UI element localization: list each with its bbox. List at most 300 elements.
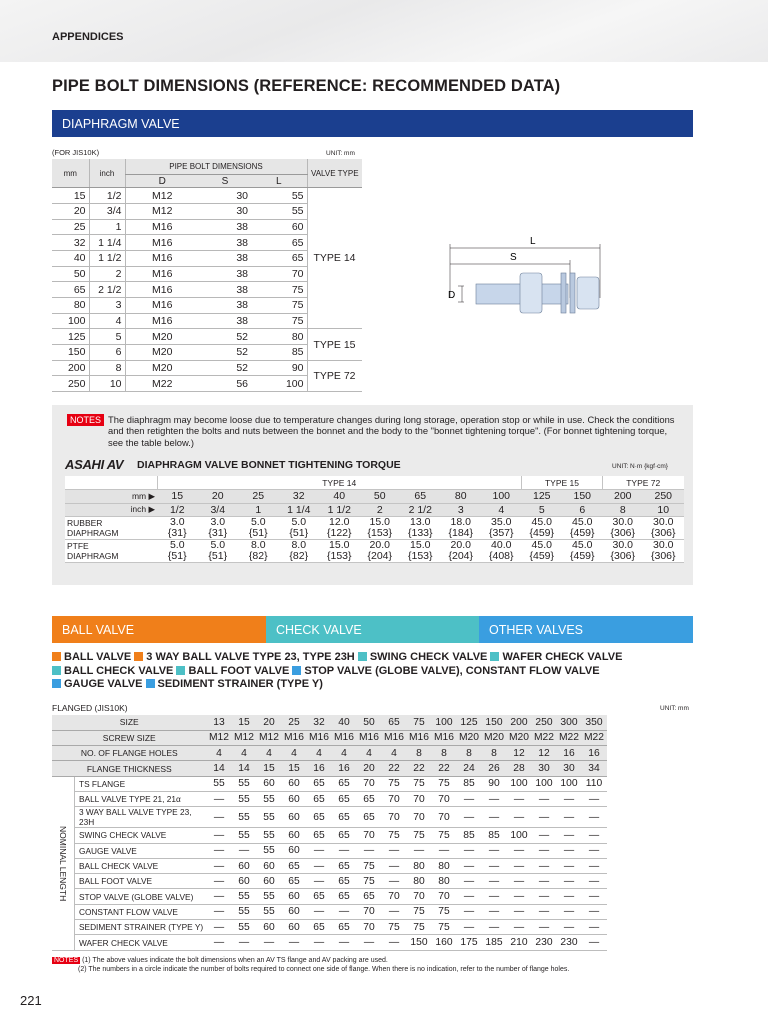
cell-value: —	[457, 889, 482, 904]
cell-value: —	[557, 807, 582, 828]
cell-value: —	[332, 843, 357, 858]
cell-value: 65	[332, 807, 357, 828]
flanged-header-row	[52, 746, 607, 761]
cell-value: 80	[432, 874, 457, 889]
torque-type-header: TYPE 15	[522, 476, 603, 490]
header-value: 50	[357, 715, 382, 730]
torque-table	[65, 476, 684, 563]
table-row	[52, 889, 607, 904]
torque-value	[198, 517, 239, 540]
cell-value: 75	[407, 828, 432, 843]
header-value: 20	[257, 715, 282, 730]
cell-value: 60	[257, 858, 282, 873]
rubber-row	[65, 517, 684, 540]
inch-value: 3/4	[198, 503, 239, 517]
cell-valve-type: TYPE 15	[307, 329, 362, 360]
cell-value: —	[382, 858, 407, 873]
torque-value	[562, 517, 603, 540]
cell-value: —	[357, 843, 382, 858]
mm-label: mm ▶	[65, 490, 157, 504]
cell-value: —	[582, 874, 607, 889]
header-value: 26	[482, 761, 507, 776]
legend-swatch	[52, 679, 61, 688]
cell-valve-type: TYPE 72	[307, 360, 362, 391]
unit-label: UNIT: mm	[326, 150, 355, 157]
cell-d: M12	[125, 203, 199, 219]
cell-mm: 250	[52, 376, 89, 392]
cell-value: 85	[457, 828, 482, 843]
legend-item: BALL CHECK VALVE	[64, 664, 174, 677]
torque-nm: 18.0	[450, 516, 471, 528]
torque-kgf: {306}	[610, 527, 636, 539]
cell-mm: 15	[52, 188, 89, 204]
torque-type-row	[65, 476, 684, 490]
header-label: SCREW SIZE	[52, 730, 207, 745]
section-label: APPENDICES	[52, 31, 124, 43]
cell-value: 90	[482, 776, 507, 791]
cell-value: 55	[257, 889, 282, 904]
row-label: SEDIMENT STRAINER (TYPE Y)	[75, 920, 207, 935]
cell-value: —	[557, 791, 582, 806]
header-value: 16	[557, 746, 582, 761]
cell-l: 90	[251, 360, 307, 376]
torque-type-header: TYPE 14	[157, 476, 522, 490]
col-group-bolt-dims: PIPE BOLT DIMENSIONS	[125, 159, 307, 175]
torque-kgf: {184}	[448, 527, 474, 539]
inch-value: 2 1/2	[400, 503, 441, 517]
header-value: M16	[357, 730, 382, 745]
torque-nm: 30.0	[612, 516, 633, 528]
cell-value: 75	[357, 858, 382, 873]
cell-l: 80	[251, 329, 307, 345]
cell-value: —	[507, 904, 532, 919]
header-value: 14	[207, 761, 232, 776]
cell-value: —	[307, 874, 332, 889]
header-value: 125	[457, 715, 482, 730]
cell-value: 65	[332, 776, 357, 791]
torque-kgf: {153}	[407, 550, 433, 562]
torque-value	[643, 517, 684, 540]
cell-value: 65	[307, 776, 332, 791]
legend-item: GAUGE VALVE	[64, 678, 143, 690]
cell-value: 60	[282, 920, 307, 935]
table-row	[52, 843, 607, 858]
header-value: M16	[282, 730, 307, 745]
cell-value: 60	[282, 843, 307, 858]
torque-kgf: {306}	[650, 550, 676, 562]
table-row	[52, 791, 607, 806]
torque-nm: 20.0	[450, 539, 471, 551]
cell-value: 80	[407, 858, 432, 873]
cell-value: —	[207, 791, 232, 806]
notes-badge: NOTES	[67, 414, 104, 426]
header-value: 16	[332, 761, 357, 776]
cell-value: 65	[357, 889, 382, 904]
cell-value: —	[532, 791, 557, 806]
cell-value: 75	[407, 920, 432, 935]
notes-badge-small: NOTES	[54, 957, 79, 964]
cell-value: 70	[432, 889, 457, 904]
torque-value	[522, 540, 563, 563]
cell-value: —	[482, 889, 507, 904]
mm-value: 200	[603, 490, 644, 504]
torque-nm: 3.0	[210, 516, 226, 528]
cell-value: 55	[232, 791, 257, 806]
cell-value: —	[507, 791, 532, 806]
torque-nm: 15.0	[369, 516, 390, 528]
cell-value: 60	[282, 776, 307, 791]
cell-inch: 10	[89, 376, 125, 392]
header-value: M16	[407, 730, 432, 745]
cell-value: —	[482, 807, 507, 828]
legend-item: STOP VALVE (GLOBE VALVE), CONSTANT FLOW VALVE	[304, 664, 600, 677]
cell-value: 55	[257, 791, 282, 806]
cell-value: 65	[357, 807, 382, 828]
header-value: 4	[257, 746, 282, 761]
cell-value: —	[532, 874, 557, 889]
pipe-bolt-table	[52, 159, 362, 392]
header-value: 30	[557, 761, 582, 776]
table-row	[52, 360, 362, 376]
cell-value: 70	[357, 904, 382, 919]
flanged-header-row	[52, 761, 607, 776]
torque-nm: 15.0	[410, 539, 431, 551]
torque-value	[643, 540, 684, 563]
row-label: CONSTANT FLOW VALVE	[75, 904, 207, 919]
cell-mm: 65	[52, 282, 89, 298]
cell-value: 75	[432, 904, 457, 919]
cell-value: —	[582, 843, 607, 858]
inch-value: 3	[441, 503, 482, 517]
header-value: M12	[207, 730, 232, 745]
cell-value: —	[207, 843, 232, 858]
torque-nm: 40.0	[491, 539, 512, 551]
row-label	[65, 540, 157, 563]
cell-value: —	[532, 904, 557, 919]
torque-value	[157, 517, 198, 540]
cell-value: —	[207, 858, 232, 873]
torque-nm: 13.0	[410, 516, 431, 528]
cell-value: —	[507, 889, 532, 904]
header-value: 200	[507, 715, 532, 730]
cell-value: —	[307, 858, 332, 873]
torque-kgf: {459}	[569, 527, 595, 539]
cell-inch: 1	[89, 219, 125, 235]
cell-value: —	[457, 858, 482, 873]
mm-value: 80	[441, 490, 482, 504]
cell-inch: 4	[89, 313, 125, 329]
cell-value: —	[582, 889, 607, 904]
cell-value: 175	[457, 935, 482, 950]
tab-check-valve[interactable]: CHECK VALVE	[266, 616, 479, 643]
torque-kgf: {153}	[326, 550, 352, 562]
torque-nm: 35.0	[491, 516, 512, 528]
cell-value: —	[532, 889, 557, 904]
torque-kgf: {82}	[248, 550, 268, 562]
col-valve-type: VALVE TYPE	[307, 159, 362, 188]
row-label	[65, 517, 157, 540]
tab-ball-valve[interactable]: BALL VALVE	[52, 616, 266, 643]
torque-kgf: {122}	[326, 527, 352, 539]
torque-value	[238, 517, 279, 540]
cell-value: —	[457, 807, 482, 828]
header-value: M16	[307, 730, 332, 745]
header-value: M20	[482, 730, 507, 745]
cell-value: —	[482, 920, 507, 935]
cell-value: 65	[307, 920, 332, 935]
cell-value: 55	[232, 904, 257, 919]
tab-other-valves[interactable]: OTHER VALVES	[479, 616, 693, 643]
cell-value: 100	[507, 776, 532, 791]
cell-value: 60	[282, 828, 307, 843]
col-mm: mm	[52, 159, 89, 188]
cell-value: 55	[257, 843, 282, 858]
mm-value: 32	[279, 490, 320, 504]
cell-value: 60	[282, 791, 307, 806]
row-label: SWING CHECK VALVE	[75, 828, 207, 843]
torque-value	[400, 517, 441, 540]
cell-d: M16	[125, 282, 199, 298]
header-value: 28	[507, 761, 532, 776]
legend-swatch	[358, 652, 367, 661]
table-row	[52, 874, 607, 889]
table-row	[52, 904, 607, 919]
cell-value: 65	[332, 791, 357, 806]
torque-value	[279, 540, 320, 563]
cell-inch: 2 1/2	[89, 282, 125, 298]
inch-value: 4	[481, 503, 522, 517]
cell-value: 230	[557, 935, 582, 950]
valve-legend	[52, 651, 622, 692]
cell-value: 65	[357, 791, 382, 806]
cell-s: 38	[199, 313, 251, 329]
cell-l: 100	[251, 376, 307, 392]
cell-value: 75	[432, 828, 457, 843]
torque-nm: 20.0	[369, 539, 390, 551]
cell-s: 38	[199, 266, 251, 282]
inch-value: 1/2	[157, 503, 198, 517]
torque-nm: 5.0	[210, 539, 226, 551]
torque-table-title: DIAPHRAGM VALVE BONNET TIGHTENING TORQUE	[137, 459, 401, 471]
torque-kgf: {51}	[167, 550, 187, 562]
cell-d: M16	[125, 235, 199, 251]
header-value: 8	[482, 746, 507, 761]
torque-value	[157, 540, 198, 563]
torque-value	[319, 540, 360, 563]
flanged-table	[52, 715, 607, 951]
cell-inch: 6	[89, 345, 125, 361]
cell-s: 52	[199, 360, 251, 376]
cell-value: —	[432, 843, 457, 858]
cell-value: —	[557, 920, 582, 935]
cell-s: 38	[199, 298, 251, 314]
flanged-unit: UNIT: mm	[660, 705, 689, 712]
row-label: TS FLANGE	[75, 776, 207, 791]
mm-value: 100	[481, 490, 522, 504]
cell-valve-type: TYPE 14	[307, 188, 362, 329]
cell-d: M16	[125, 219, 199, 235]
inch-value: 1	[238, 503, 279, 517]
torque-kgf: {459}	[529, 527, 555, 539]
header-value: 65	[382, 715, 407, 730]
cell-s: 30	[199, 188, 251, 204]
header-value: M22	[582, 730, 607, 745]
header-label: FLANGE THICKNESS	[52, 761, 207, 776]
cell-d: M16	[125, 250, 199, 266]
torque-kgf: {153}	[367, 527, 393, 539]
cell-value: —	[457, 904, 482, 919]
cell-value: 85	[482, 828, 507, 843]
cell-value: —	[282, 935, 307, 950]
cell-value: 65	[307, 791, 332, 806]
torque-nm: 30.0	[653, 539, 674, 551]
cell-value: 70	[407, 889, 432, 904]
cell-value: —	[582, 858, 607, 873]
ptfe-row	[65, 540, 684, 563]
flanged-header-row	[52, 715, 607, 730]
cell-mm: 20	[52, 203, 89, 219]
flanged-label: FLANGED (JIS10K)	[52, 703, 128, 713]
header-label: SIZE	[52, 715, 207, 730]
cell-inch: 2	[89, 266, 125, 282]
cell-value: —	[332, 904, 357, 919]
legend-swatch	[134, 652, 143, 661]
header-value: M12	[232, 730, 257, 745]
torque-value	[441, 540, 482, 563]
cell-value: 75	[357, 874, 382, 889]
cell-value: 210	[507, 935, 532, 950]
cell-value: 70	[432, 807, 457, 828]
cell-value: 60	[257, 920, 282, 935]
cell-inch: 3/4	[89, 203, 125, 219]
cell-d: M16	[125, 313, 199, 329]
legend-item: SEDIMENT STRAINER (TYPE Y)	[157, 678, 323, 690]
legend-item: SWING CHECK VALVE	[369, 651, 488, 663]
row-label-line: DIAPHRAGM	[67, 528, 119, 538]
table-row	[52, 188, 362, 204]
blank-cell	[65, 476, 157, 490]
col-inch: inch	[89, 159, 125, 188]
cell-value: 65	[307, 889, 332, 904]
cell-value: —	[532, 828, 557, 843]
cell-l: 55	[251, 203, 307, 219]
table-row	[52, 828, 607, 843]
torque-kgf: {459}	[529, 550, 555, 562]
notes-text: The diaphragm may become loose due to temperature changes during long storage, operation stop or while in use. Check the conditions and then retighten the bolts and nuts between the bonnet and the body to the "bonnet tightening torque". (For bonnet tightening torque, see the table below.)	[108, 414, 675, 448]
inch-value: 6	[562, 503, 603, 517]
table-row	[52, 807, 607, 828]
cell-mm: 25	[52, 219, 89, 235]
inch-label: inch ▶	[65, 503, 157, 517]
header-value: 15	[257, 761, 282, 776]
cell-value: —	[532, 843, 557, 858]
cell-value: —	[482, 874, 507, 889]
torque-kgf: {459}	[569, 550, 595, 562]
cell-value: 70	[382, 791, 407, 806]
mm-value: 40	[319, 490, 360, 504]
table-row	[52, 858, 607, 873]
torque-nm: 45.0	[572, 516, 593, 528]
cell-value: —	[332, 935, 357, 950]
cell-l: 75	[251, 298, 307, 314]
inch-value: 5	[522, 503, 563, 517]
cell-value: 65	[332, 920, 357, 935]
cell-d: M22	[125, 376, 199, 392]
cell-value: 60	[282, 904, 307, 919]
torque-inch-row	[65, 503, 684, 517]
row-label: GAUGE VALVE	[75, 843, 207, 858]
inch-value: 1 1/2	[319, 503, 360, 517]
cell-value: —	[482, 904, 507, 919]
cell-value: 65	[282, 858, 307, 873]
cell-value: —	[232, 935, 257, 950]
torque-kgf: {357}	[488, 527, 514, 539]
header-value: M12	[257, 730, 282, 745]
cell-value: 75	[432, 920, 457, 935]
torque-kgf: {306}	[610, 550, 636, 562]
cell-d: M20	[125, 345, 199, 361]
header-value: 350	[582, 715, 607, 730]
flanged-notes	[52, 956, 569, 974]
header-value: 24	[457, 761, 482, 776]
cell-s: 38	[199, 219, 251, 235]
cell-value: —	[582, 935, 607, 950]
cell-value: —	[532, 858, 557, 873]
cell-mm: 150	[52, 345, 89, 361]
cell-value: 70	[382, 889, 407, 904]
cell-value: 75	[407, 776, 432, 791]
cell-value: —	[582, 920, 607, 935]
col-l: L	[251, 175, 307, 188]
header-value: 15	[282, 761, 307, 776]
cell-value: —	[307, 843, 332, 858]
cell-value: —	[357, 935, 382, 950]
cell-mm: 100	[52, 313, 89, 329]
cell-value: 55	[257, 828, 282, 843]
cell-value: —	[232, 843, 257, 858]
header-value: 22	[382, 761, 407, 776]
cell-value: —	[207, 828, 232, 843]
torque-value	[441, 517, 482, 540]
cell-value: —	[557, 889, 582, 904]
page-title: PIPE BOLT DIMENSIONS (REFERENCE: RECOMMENDED DATA)	[52, 77, 561, 95]
mm-value: 25	[238, 490, 279, 504]
cell-inch: 8	[89, 360, 125, 376]
torque-kgf: {204}	[367, 550, 393, 562]
asahi-av-logo: ASAHI AV	[65, 457, 124, 472]
cell-value: —	[507, 807, 532, 828]
header-value: 8	[407, 746, 432, 761]
torque-value	[522, 517, 563, 540]
legend-item: BALL VALVE	[64, 651, 132, 663]
mm-value: 65	[400, 490, 441, 504]
header-value: 75	[407, 715, 432, 730]
cell-value: —	[557, 904, 582, 919]
table-row	[52, 329, 362, 345]
cell-value: —	[207, 889, 232, 904]
row-label: 3 WAY BALL VALVE TYPE 23, 23H	[75, 807, 207, 828]
jis-note: (FOR JIS10K)	[52, 148, 100, 157]
torque-nm: 45.0	[572, 539, 593, 551]
dim-s-label: S	[510, 252, 517, 263]
torque-value	[238, 540, 279, 563]
cell-value: 100	[532, 776, 557, 791]
row-label: BALL CHECK VALVE	[75, 858, 207, 873]
torque-value	[603, 540, 644, 563]
cell-value: —	[382, 904, 407, 919]
table-row	[52, 776, 607, 791]
cell-value: —	[382, 935, 407, 950]
